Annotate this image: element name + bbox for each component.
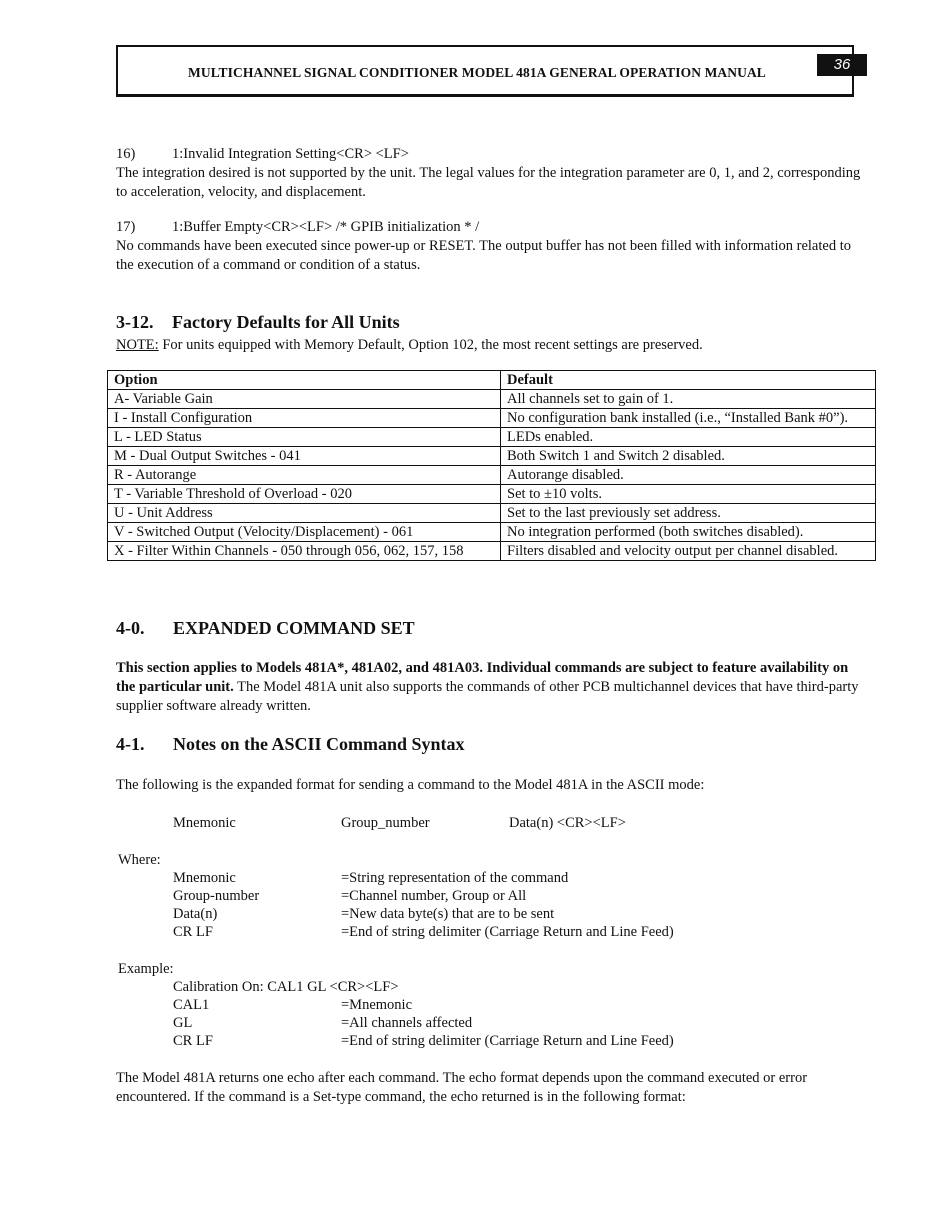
default-cell: No integration performed (both switches disabled). xyxy=(501,523,876,542)
section-title: EXPANDED COMMAND SET xyxy=(173,618,415,638)
page-header xyxy=(116,45,854,97)
table-row xyxy=(108,466,876,485)
section-number: 4-1. xyxy=(116,734,145,754)
table-row xyxy=(108,504,876,523)
error-number: 16) xyxy=(116,146,136,162)
format-group-number: Group_number xyxy=(341,815,430,831)
default-cell: Set to the last previously set address. xyxy=(501,504,876,523)
where-term: Group-number xyxy=(173,888,260,904)
option-cell: I - Install Configuration xyxy=(108,409,501,428)
note-text: For units equipped with Memory Default, Option 102, the most recent settings are preserved. xyxy=(158,337,703,353)
option-cell: M - Dual Output Switches - 041 xyxy=(108,447,501,466)
default-cell: Filters disabled and velocity output per channel disabled. xyxy=(501,542,876,561)
format-data: Data(n) <CR><LF> xyxy=(509,815,626,831)
example-term: CAL1 xyxy=(173,997,210,1013)
section-number: 4-0. xyxy=(116,618,145,638)
default-cell: Set to ±10 volts. xyxy=(501,485,876,504)
where-label: Where: xyxy=(118,852,161,868)
option-cell: X - Filter Within Channels - 050 through 056, 062, 157, 158 xyxy=(108,542,501,561)
example-definition: =End of string delimiter (Carriage Return and Line Feed) xyxy=(341,1033,674,1049)
default-cell: Autorange disabled. xyxy=(501,466,876,485)
intro-text: The Model 481A unit also supports the commands of other PCB multichannel devices that have third-party supplier software already written. xyxy=(116,679,859,714)
table-header-row xyxy=(108,371,876,390)
option-cell: V - Switched Output (Velocity/Displacement) - 061 xyxy=(108,523,501,542)
table-row xyxy=(108,390,876,409)
section-heading-4-0 xyxy=(116,617,415,639)
default-cell: All channels set to gain of 1. xyxy=(501,390,876,409)
option-cell: A- Variable Gain xyxy=(108,390,501,409)
where-term: CR LF xyxy=(173,924,213,940)
error-code: 1:Invalid Integration Setting<CR> <LF> xyxy=(172,146,409,162)
example-definition: =All channels affected xyxy=(341,1015,473,1031)
error-item-17 xyxy=(116,218,870,275)
where-definition: =End of string delimiter (Carriage Return and Line Feed) xyxy=(341,924,674,940)
error-description: No commands have been executed since power-up or RESET. The output buffer has not been filled with information related to the execution of a command or condition of a status. xyxy=(116,238,851,273)
factory-defaults-note xyxy=(116,336,870,355)
page-number-tab: 36 xyxy=(817,54,867,76)
option-cell: T - Variable Threshold of Overload - 020 xyxy=(108,485,501,504)
default-cell: No configuration bank installed (i.e., “Installed Bank #0”). xyxy=(501,409,876,428)
option-cell: U - Unit Address xyxy=(108,504,501,523)
format-intro: The following is the expanded format for sending a command to the Model 481A in the ASCII mode: xyxy=(116,777,705,793)
default-cell: LEDs enabled. xyxy=(501,428,876,447)
intro-bold-text: This section applies to Models 481A*, 481A02, and 481A03. Individual commands are subject to feature availability on the particular unit. xyxy=(116,660,849,695)
note-label: NOTE: xyxy=(116,337,159,353)
example-definition: =Mnemonic xyxy=(341,997,412,1013)
section-heading-3-12 xyxy=(116,311,400,333)
default-cell: Both Switch 1 and Switch 2 disabled. xyxy=(501,447,876,466)
section-title: Notes on the ASCII Command Syntax xyxy=(173,734,465,754)
table-row xyxy=(108,428,876,447)
example-label: Example: xyxy=(118,961,174,977)
where-term: Mnemonic xyxy=(173,870,236,886)
section-title: Factory Defaults for All Units xyxy=(172,312,400,332)
table-row xyxy=(108,485,876,504)
option-cell: L - LED Status xyxy=(108,428,501,447)
error-item-16 xyxy=(116,145,870,202)
table-row xyxy=(108,523,876,542)
section-4-0-intro xyxy=(116,659,870,716)
format-mnemonic: Mnemonic xyxy=(173,815,236,831)
section-number: 3-12. xyxy=(116,312,154,332)
error-description: The integration desired is not supported by the unit. The legal values for the integration parameter are 0, 1, and 2, corresponding to acceleration, velocity, and displacement. xyxy=(116,165,861,200)
example-command: Calibration On: CAL1 GL <CR><LF> xyxy=(173,979,399,995)
column-header-option: Option xyxy=(108,371,501,390)
table-row xyxy=(108,447,876,466)
error-code: 1:Buffer Empty<CR><LF> /* GPIB initialization * / xyxy=(172,219,480,235)
table-row xyxy=(108,542,876,561)
manual-title: MULTICHANNEL SIGNAL CONDITIONER MODEL 481A GENERAL OPERATION MANUAL xyxy=(188,65,766,80)
option-cell: R - Autorange xyxy=(108,466,501,485)
section-heading-4-1 xyxy=(116,733,465,755)
where-definition: =String representation of the command xyxy=(341,870,569,886)
where-term: Data(n) xyxy=(173,906,218,922)
example-term: GL xyxy=(173,1015,193,1031)
where-definition: =New data byte(s) that are to be sent xyxy=(341,906,555,922)
example-term: CR LF xyxy=(173,1033,213,1049)
factory-defaults-table xyxy=(107,370,876,561)
table-row xyxy=(108,409,876,428)
error-number: 17) xyxy=(116,219,136,235)
where-definition: =Channel number, Group or All xyxy=(341,888,527,904)
column-header-default: Default xyxy=(501,371,876,390)
echo-format-paragraph: The Model 481A returns one echo after each command. The echo format depends upon the command executed or error encountered. If the command is a Set-type command, the echo returned is in the following format: xyxy=(116,1070,808,1105)
